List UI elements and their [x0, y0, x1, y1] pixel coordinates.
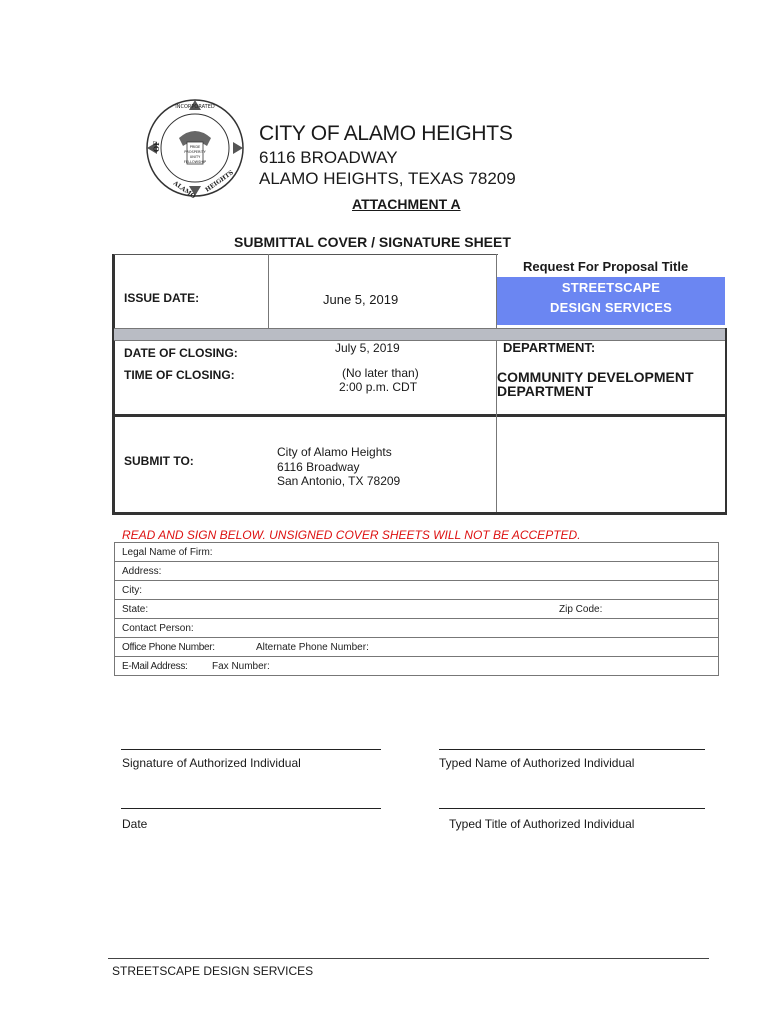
firm-info-form: [114, 542, 719, 676]
seal-motto-1: PRIDE: [189, 145, 201, 149]
typed-title-line[interactable]: [439, 808, 705, 809]
state-zip-field[interactable]: [115, 600, 718, 619]
address-label: Address:: [122, 566, 162, 577]
address-field[interactable]: [115, 562, 718, 581]
state-label: State:: [122, 604, 149, 615]
date-line[interactable]: [121, 808, 381, 809]
city-seal: [145, 98, 245, 198]
phone-field[interactable]: [115, 638, 718, 657]
office-phone-label: Office Phone Number:: [122, 642, 215, 653]
attachment-label: ATTACHMENT A: [352, 196, 461, 212]
submit-to-line-1: City of Alamo Heights: [277, 445, 392, 459]
seal-motto-4: FELLOWSHIP: [183, 160, 207, 164]
email-fax-field[interactable]: [115, 657, 718, 675]
department-value-line-2: DEPARTMENT: [497, 383, 594, 399]
issue-date-value: June 5, 2019: [323, 292, 399, 307]
legal-name-field[interactable]: [115, 543, 718, 562]
alt-phone-label: Alternate Phone Number:: [256, 642, 369, 653]
time-of-closing-label: TIME OF CLOSING:: [124, 368, 235, 382]
signature-line[interactable]: [121, 749, 381, 750]
submit-to-line-3: San Antonio, TX 78209: [277, 474, 401, 488]
contact-label: Contact Person:: [122, 623, 194, 634]
seal-motto-2: PROSPERITY: [184, 150, 206, 154]
table-border-left-bottom: [112, 417, 115, 514]
date-of-closing-label: DATE OF CLOSING:: [124, 346, 238, 360]
contact-field[interactable]: [115, 619, 718, 638]
department-label: DEPARTMENT:: [503, 340, 596, 355]
email-label: E-Mail Address:: [122, 661, 188, 672]
seal-top-text: INCORPORATED: [175, 104, 215, 110]
col-divider-1: [268, 254, 269, 328]
date-of-closing-value: July 5, 2019: [335, 341, 400, 355]
seal-motto-3: UNITY: [189, 155, 201, 159]
signature-label: Signature of Authorized Individual: [122, 756, 301, 770]
address-line-2: ALAMO HEIGHTS, TEXAS 78209: [259, 169, 516, 188]
submit-to-label: SUBMIT TO:: [124, 454, 194, 468]
table-border-bottom: [112, 512, 726, 515]
table-border-right: [725, 328, 727, 515]
city-field[interactable]: [115, 581, 718, 600]
footer-rule: [108, 958, 709, 959]
sheet-title: SUBMITTAL COVER / SIGNATURE SHEET: [234, 234, 511, 250]
rfp-label: Request For Proposal Title: [523, 259, 689, 274]
legal-name-label: Legal Name of Firm:: [122, 547, 213, 558]
table-divider-thick: [112, 414, 726, 417]
date-label: Date: [122, 817, 148, 831]
footer-text: STREETSCAPE DESIGN SERVICES: [112, 964, 314, 978]
signature-notice: READ AND SIGN BELOW. UNSIGNED COVER SHEETS WILL NOT BE ACCEPTED.: [122, 528, 581, 542]
city-title: CITY OF ALAMO HEIGHTS: [259, 122, 513, 145]
address-line-1: 6116 BROADWAY: [259, 148, 398, 167]
rfp-title-line-2: DESIGN SERVICES: [550, 300, 672, 315]
table-border-top: [114, 254, 498, 255]
typed-name-label: Typed Name of Authorized Individual: [439, 756, 635, 770]
rfp-title-line-1: STREETSCAPE: [561, 280, 661, 295]
department-value-line-1: COMMUNITY DEVELOPMENT: [497, 369, 694, 385]
time-of-closing-value: 2:00 p.m. CDT: [339, 380, 418, 394]
fax-label: Fax Number:: [212, 661, 270, 672]
time-of-closing-note: (No later than): [342, 366, 419, 380]
issue-date-label: ISSUE DATE:: [124, 291, 200, 305]
seal-left-text: OF: [152, 140, 161, 152]
section-separator-bar: [114, 328, 725, 341]
seal-bottom-left-text: ALAMO: [171, 179, 197, 198]
zip-label: Zip Code:: [559, 604, 603, 615]
city-label: City:: [122, 585, 142, 596]
col-divider-3: [496, 339, 497, 512]
submit-to-line-2: 6116 Broadway: [277, 460, 360, 474]
typed-title-label: Typed Title of Authorized Individual: [449, 817, 635, 831]
typed-name-line[interactable]: [439, 749, 705, 750]
seal-bottom-right-text: HEIGHTS: [204, 169, 235, 194]
